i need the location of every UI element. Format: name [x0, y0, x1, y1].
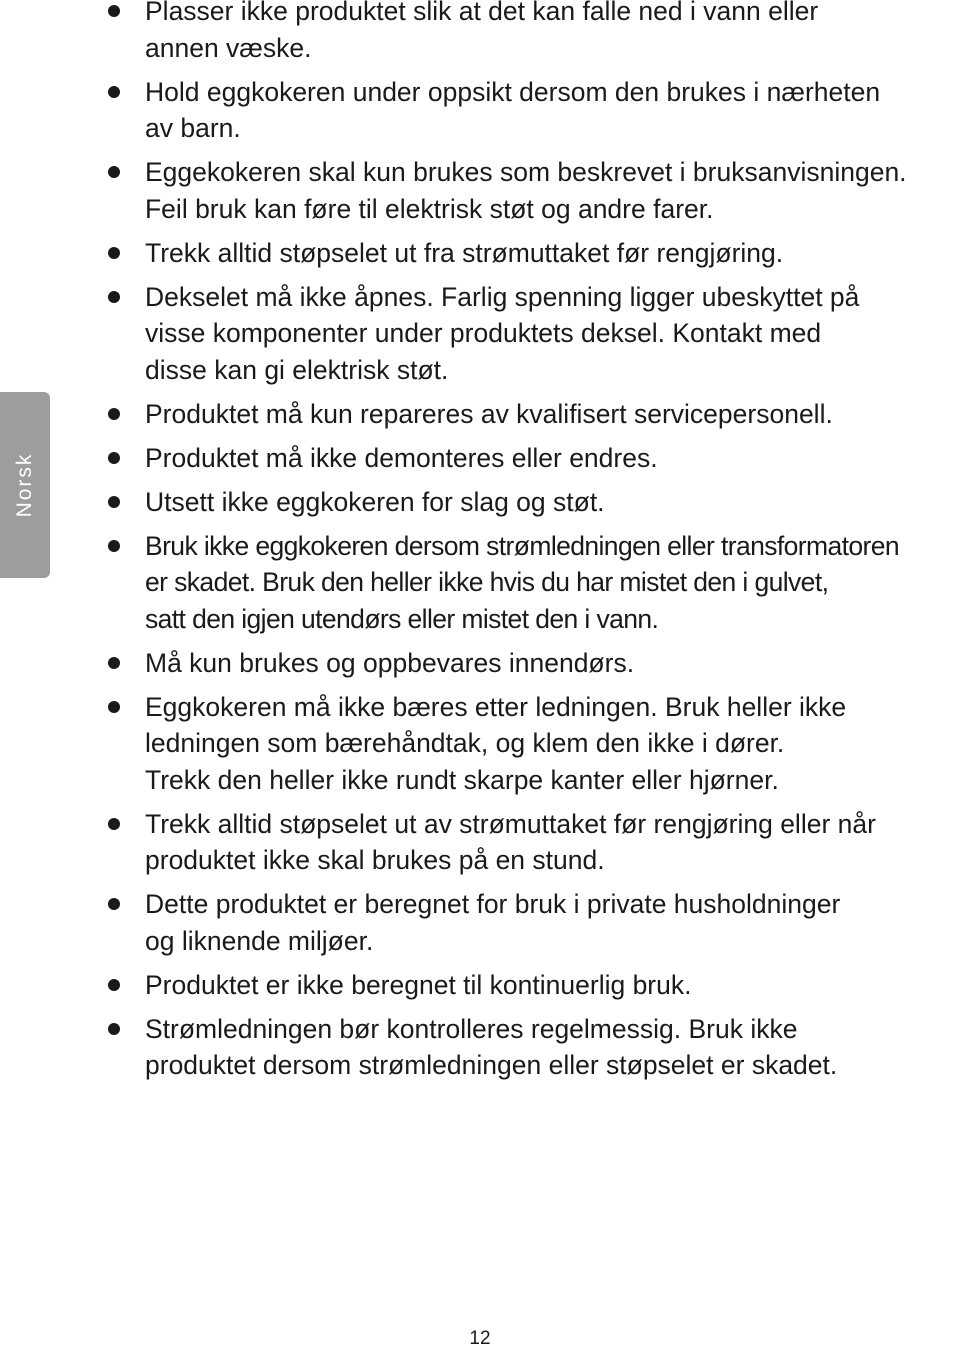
list-item: [0, 0, 960, 66]
list-item-text: Utsett ikke eggkokeren for slag og støt.: [145, 486, 605, 517]
bullet-icon: [108, 496, 120, 508]
list-item: [0, 806, 960, 879]
bullet-icon: [108, 979, 120, 991]
list-item-text: Trekk alltid støpselet ut fra strømuttaket før rengjøring.: [145, 237, 784, 268]
bullet-icon: [108, 166, 120, 178]
list-item: [0, 528, 960, 638]
list-item-text: Strømledningen bør kontrolleres regelmessig. Bruk ikke produktet dersom strømledningen eller støpselet er skadet.: [145, 1013, 838, 1080]
list-item: [0, 967, 960, 1004]
list-item: [0, 1011, 960, 1084]
list-item-text: Må kun brukes og oppbevares innendørs.: [145, 647, 635, 678]
list-item: [0, 440, 960, 477]
list-item-text: Dekselet må ikke åpnes. Farlig spenning ligger ubeskyttet på visse komponenter under produktets deksel. Kontakt med disse kan gi elektrisk støt.: [145, 281, 860, 385]
bullet-icon: [108, 818, 120, 830]
bullet-icon: [108, 701, 120, 713]
list-item-text: Plasser ikke produktet slik at det kan falle ned i vann eller annen væske.: [145, 0, 819, 63]
list-item-text: Eggekokeren skal kun brukes som beskrevet i bruksanvisningen. Feil bruk kan føre til elektrisk støt og andre farer.: [145, 157, 907, 224]
bullet-icon: [108, 1023, 120, 1035]
bullet-icon: [108, 657, 120, 669]
bullet-icon: [108, 540, 120, 552]
bullet-icon: [108, 291, 120, 303]
list-item: [0, 484, 960, 521]
list-item: [0, 396, 960, 433]
list-item: [0, 689, 960, 799]
list-item: [0, 886, 960, 959]
list-item: [0, 645, 960, 682]
list-item: [0, 74, 960, 147]
list-item-text: Hold eggkokeren under oppsikt dersom den brukes i nærheten av barn.: [145, 76, 881, 143]
bullet-icon: [108, 5, 120, 17]
bullet-icon: [108, 408, 120, 420]
list-item: [0, 154, 960, 227]
bullet-icon: [108, 452, 120, 464]
list-item-text: Bruk ikke eggkokeren dersom strømledningen eller transformatoren er skadet. Bruk den heller ikke hvis du har mistet den i gulvet, satt den igjen utendørs eller mistet den i vann.: [145, 530, 900, 634]
bullet-icon: [108, 86, 120, 98]
list-item-text: Produktet må kun repareres av kvalifisert servicepersonell.: [145, 398, 833, 429]
bullet-icon: [108, 898, 120, 910]
list-item-text: Produktet er ikke beregnet til kontinuerlig bruk.: [145, 969, 692, 1000]
list-item-text: Trekk alltid støpselet ut av strømuttaket før rengjøring eller når produktet ikke skal brukes på en stund.: [145, 808, 876, 875]
page-number: 12: [469, 1328, 491, 1349]
list-item-text: Produktet må ikke demonteres eller endres.: [145, 442, 658, 473]
list-item: [0, 279, 960, 389]
list-item: [0, 235, 960, 272]
bullet-icon: [108, 247, 120, 259]
list-item-text: Eggkokeren må ikke bæres etter ledningen. Bruk heller ikke ledningen som bærehåndtak, og klem den ikke i dører. Trekk den heller ikke rundt skarpe kanter eller hjørner.: [145, 691, 847, 795]
list-item-text: Dette produktet er beregnet for bruk i private husholdninger og liknende miljøer.: [145, 889, 841, 956]
language-tab-label: Norsk: [13, 452, 36, 518]
